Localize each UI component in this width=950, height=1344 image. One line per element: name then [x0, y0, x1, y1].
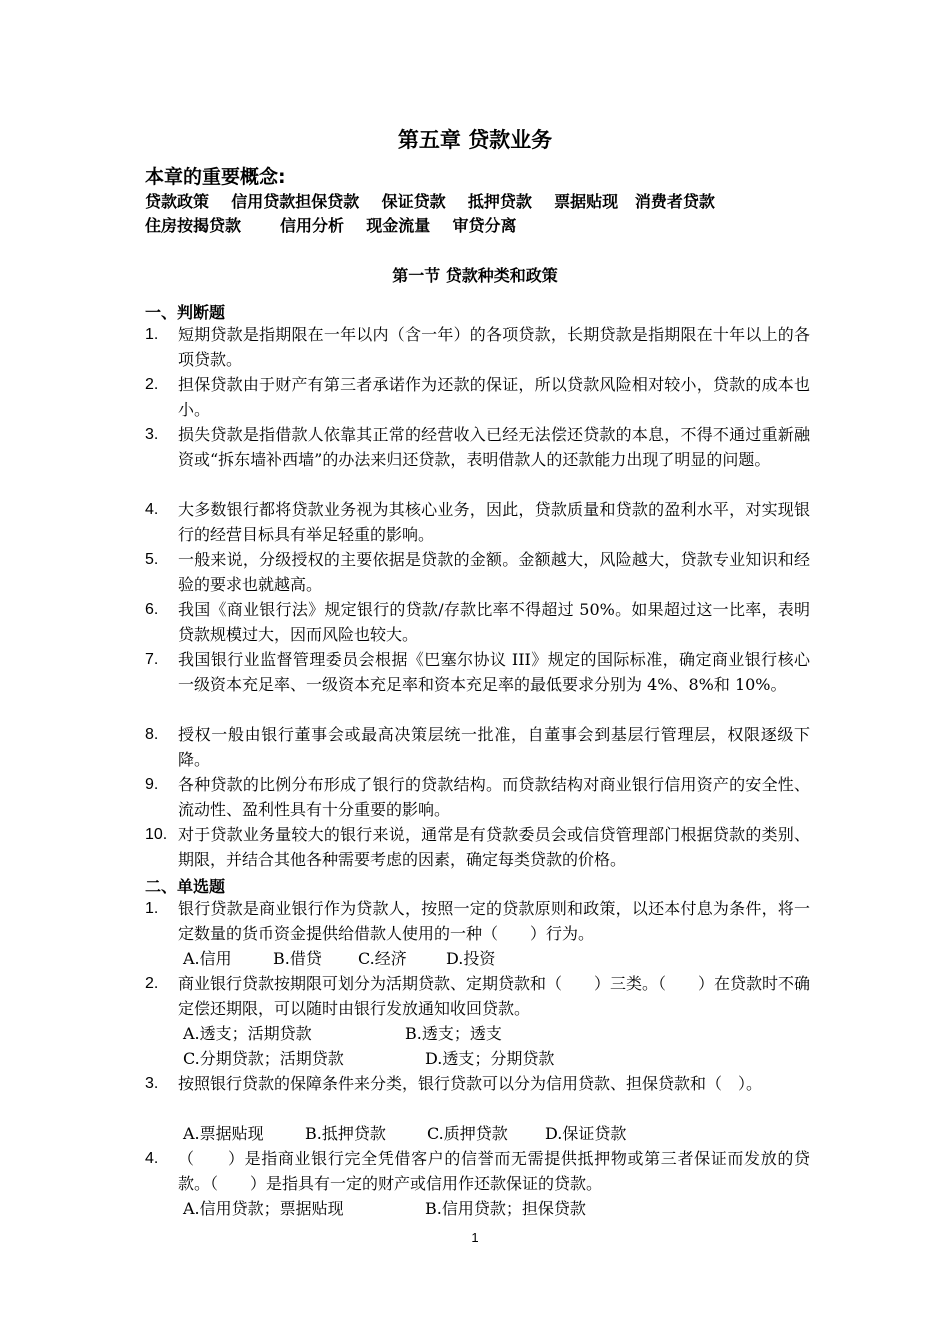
- judgement-item: [145, 597, 810, 647]
- judgement-item: [145, 322, 810, 372]
- option-d: D.透支；分期贷款: [425, 1049, 555, 1068]
- choice-item: [145, 971, 810, 1021]
- item-number: 4.: [145, 1150, 159, 1167]
- item-number: 3.: [145, 426, 159, 443]
- item-number: 9.: [145, 776, 159, 793]
- item-text: 担保贷款由于财产有第三者承诺作为还款的保证，所以贷款风险相对较小，贷款的成本也小。: [178, 375, 810, 419]
- judgement-item: [145, 372, 810, 422]
- option-d: D.投资: [446, 949, 496, 968]
- item-text: 我国银行业监督管理委员会根据《巴塞尔协议 III》规定的国际标准，确定商业银行核心一级资本充足率、一级资本充足率和资本充足率的最低要求分别为 4%、8%和 10%。: [178, 650, 810, 694]
- option-b: B.抵押贷款: [305, 1124, 386, 1143]
- concepts-line-2: 住房按揭贷款 信用分析 现金流量 审贷分离: [145, 216, 517, 235]
- option-c: C.质押贷款: [427, 1124, 508, 1143]
- item-text: 损失贷款是指借款人依靠其正常的经营收入已经无法偿还贷款的本息，不得不通过重新融资或“拆东墙补西墙”的办法来归还贷款，表明借款人的还款能力出现了明显的问题。: [178, 425, 810, 469]
- item-number: 6.: [145, 601, 159, 618]
- chapter-title: 第五章 贷款业务: [397, 128, 553, 152]
- item-number: 3.: [145, 1075, 159, 1092]
- option-a: A.信用: [183, 949, 232, 968]
- item-text: （ ）是指商业银行完全凭借客户的信誉而无需提供抵押物或第三者保证而发放的贷款。（ ）是指具有一定的财产或信用作还款保证的贷款。: [178, 1149, 810, 1193]
- option-a: A.透支；活期贷款: [183, 1024, 312, 1043]
- item-text: 一般来说，分级授权的主要依据是贷款的金额。金额越大，风险越大，贷款专业知识和经验的要求也就越高。: [178, 550, 810, 594]
- item-text: 大多数银行都将贷款业务视为其核心业务，因此，贷款质量和贷款的盈利水平，对实现银行的经营目标具有举足轻重的影响。: [178, 500, 810, 544]
- option-c: C.分期贷款；活期贷款: [183, 1049, 344, 1068]
- item-number: 10.: [145, 826, 168, 843]
- item-number: 5.: [145, 551, 159, 568]
- page-number: 1: [471, 1230, 479, 1245]
- item-number: 4.: [145, 501, 159, 518]
- item-text: 商业银行贷款按期限可划分为活期贷款、定期贷款和（ ）三类。（ ）在贷款时不确定偿还期限，可以随时由银行发放通知收回贷款。: [178, 974, 811, 1018]
- section-title: 第一节 贷款种类和政策: [392, 266, 558, 285]
- item-number: 7.: [145, 651, 159, 668]
- judgement-item: [145, 422, 810, 472]
- item-text: 各种贷款的比例分布形成了银行的贷款结构。而贷款结构对商业银行信用资产的安全性、流动性、盈利性具有十分重要的影响。: [178, 775, 810, 819]
- option-b: B.借贷: [273, 949, 322, 968]
- option-a: A.信用贷款；票据贴现: [183, 1199, 344, 1218]
- item-number: 2.: [145, 376, 159, 393]
- choice-item: [145, 1146, 810, 1196]
- judgement-item: [145, 497, 810, 547]
- option-a: A.票据贴现: [183, 1124, 264, 1143]
- item-number: 1.: [145, 900, 159, 917]
- item-number: 1.: [145, 326, 159, 343]
- choice-item: [145, 896, 810, 946]
- option-c: C.经济: [358, 949, 407, 968]
- option-b: B.信用贷款；担保贷款: [425, 1199, 586, 1218]
- concepts-heading: 本章的重要概念:: [145, 166, 286, 188]
- judgement-item: [145, 822, 810, 872]
- part1-heading: 一、判断题: [145, 303, 226, 322]
- option-b: B.透支；透支: [405, 1024, 502, 1043]
- item-text: 对于贷款业务量较大的银行来说，通常是有贷款委员会或信贷管理部门根据贷款的类别、期限，并结合其他各种需要考虑的因素，确定每类贷款的价格。: [178, 825, 810, 869]
- option-d: D.保证贷款: [545, 1124, 627, 1143]
- item-text: 按照银行贷款的保障条件来分类，银行贷款可以分为信用贷款、担保贷款和（ ）。: [178, 1074, 763, 1093]
- item-number: 8.: [145, 726, 159, 743]
- item-text: 短期贷款是指期限在一年以内（含一年）的各项贷款，长期贷款是指期限在十年以上的各项贷款。: [178, 325, 810, 369]
- item-text: 银行贷款是商业银行作为贷款人，按照一定的贷款原则和政策，以还本付息为条件，将一定数量的货币资金提供给借款人使用的一种（ ）行为。: [178, 899, 810, 943]
- part2-heading: 二、单选题: [145, 877, 226, 896]
- judgement-item: [145, 547, 810, 597]
- item-number: 2.: [145, 975, 159, 992]
- judgement-item: [145, 722, 810, 772]
- judgement-item: [145, 647, 810, 697]
- item-text: 授权一般由银行董事会或最高决策层统一批准，自董事会到基层行管理层，权限逐级下降。: [178, 725, 810, 769]
- concepts-line-1: 贷款政策 信用贷款担保贷款 保证贷款 抵押贷款 票据贴现 消费者贷款: [145, 192, 715, 211]
- choice-item: [145, 1071, 810, 1096]
- item-text: 我国《商业银行法》规定银行的贷款/存款比率不得超过 50%。如果超过这一比率，表明贷款规模过大，因而风险也较大。: [178, 600, 810, 644]
- judgement-item: [145, 772, 810, 822]
